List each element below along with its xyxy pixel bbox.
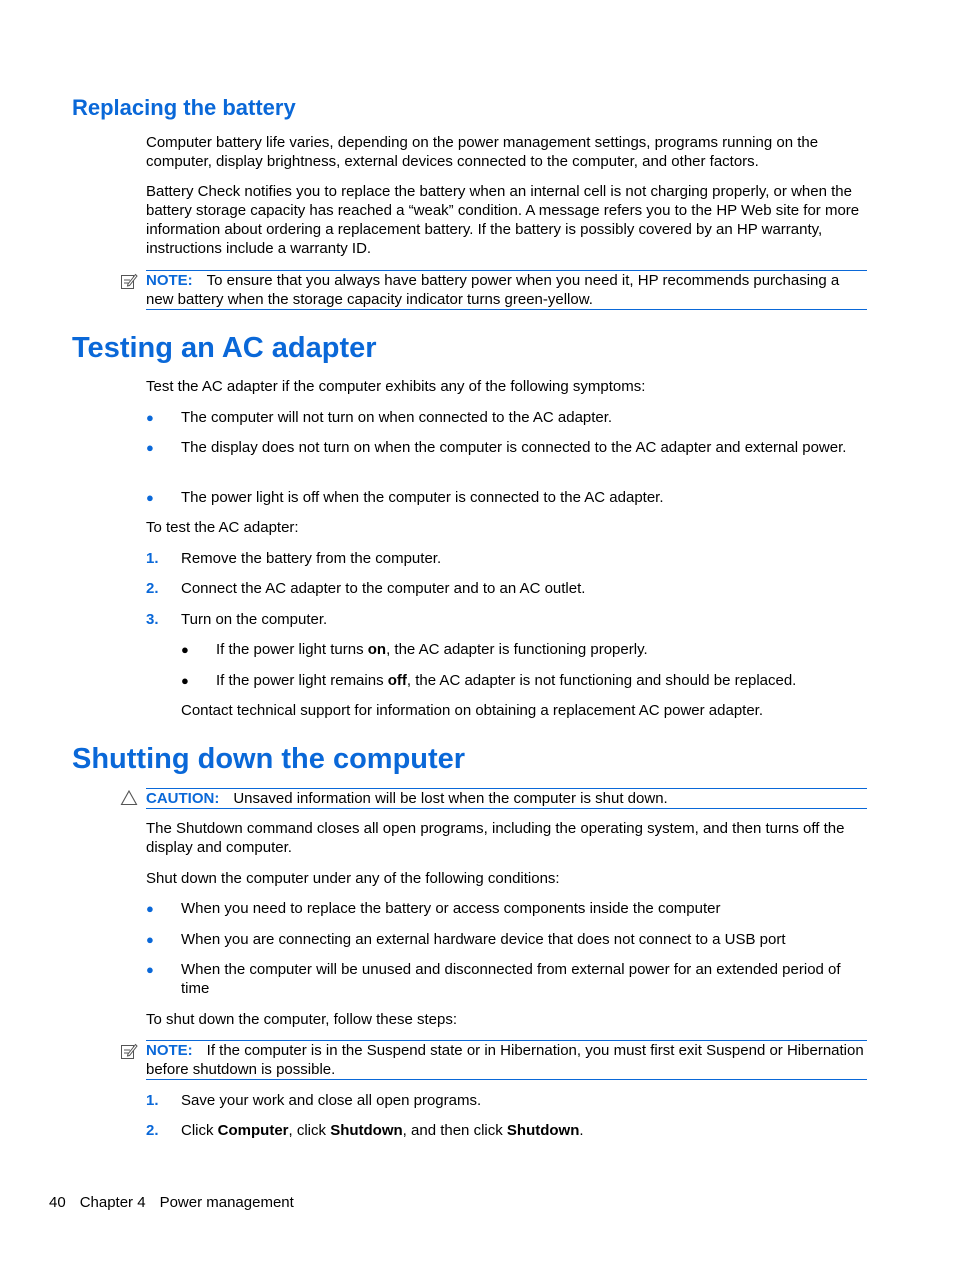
page-number: 40 [49,1194,66,1211]
step-number: 1. [146,550,159,567]
note-pencil-icon [120,272,138,290]
heading-replacing-battery: Replacing the battery [72,95,296,120]
sub-list-item-text: If the power light turns on, the AC adapter is functioning properly. [216,641,648,658]
heading-testing-ac-adapter: Testing an AC adapter [72,332,377,364]
step-text: Click Computer, click Shutdown, and then click Shutdown. [181,1122,584,1139]
bullet: ● [146,932,154,947]
bullet: ● [146,962,154,977]
paragraph: Battery Check notifies you to replace the battery when an internal cell is not charging properly, or when the battery storage capacity has reached a “weak” condition. A message refers you to the HP Web site for more information about ordering a replacement battery. If the battery is possibly covered by an HP warranty, instructions include a warranty ID. [146,183,860,257]
note-pencil-icon [120,1042,138,1060]
list-item-text: The power light is off when the computer is connected to the AC adapter. [181,489,664,506]
note-label: NOTE: [146,1042,193,1059]
caution-label: CAUTION: [146,790,220,807]
note-label: NOTE: [146,272,193,289]
bullet: ● [146,440,154,455]
paragraph: Shut down the computer under any of the following conditions: [146,870,560,887]
paragraph: To test the AC adapter: [146,519,299,536]
step-number: 2. [146,1122,159,1139]
chapter-title: Power management [159,1194,294,1211]
note-text: If the computer is in the Suspend state or in Hibernation, you must first exit Suspend or Hibernation before shutdown is possible. [146,1042,864,1078]
note-box [146,1040,867,1080]
step-number: 3. [146,611,159,628]
note-text: To ensure that you always have battery power when you need it, HP recommends purchasing a new battery when the storage capacity indicator turns green-yellow. [146,272,840,308]
paragraph: Computer battery life varies, depending on the power management settings, programs running on the computer, display brightness, external devices connected to the computer, and other factors. [146,134,819,170]
list-item-text: The computer will not turn on when connected to the AC adapter. [181,409,613,426]
bullet: ● [181,642,189,657]
bullet: ● [146,410,154,425]
caution-text: Unsaved information will be lost when the computer is shut down. [233,790,668,807]
paragraph: The Shutdown command closes all open programs, including the operating system, and then turns off the display and computer. [146,820,845,856]
step-text: Remove the battery from the computer. [181,550,442,567]
paragraph: Test the AC adapter if the computer exhibits any of the following symptoms: [146,378,646,395]
step-text: Save your work and close all open programs. [181,1092,482,1109]
caution-triangle-icon [120,789,138,807]
list-item-text: When you need to replace the battery or access components inside the computer [181,900,721,917]
bullet: ● [146,901,154,916]
list-item-text: When the computer will be unused and disconnected from external power for an extended period of time [181,961,841,997]
chapter-label: Chapter 4 [79,1194,146,1211]
paragraph: Contact technical support for information on obtaining a replacement AC power adapter. [181,702,764,719]
page-footer [49,1193,308,1212]
caution-box [146,788,867,809]
step-text: Turn on the computer. [181,611,328,628]
paragraph: To shut down the computer, follow these steps: [146,1011,458,1028]
list-item-text: The display does not turn on when the computer is connected to the AC adapter and external power. [181,439,847,456]
bullet: ● [146,490,154,505]
heading-shutting-down: Shutting down the computer [72,743,466,775]
note-box [146,270,867,310]
sub-list-item-text: If the power light remains off, the AC adapter is not functioning and should be replaced. [216,672,797,689]
step-number: 2. [146,580,159,597]
bullet: ● [181,673,189,688]
step-text: Connect the AC adapter to the computer and to an AC outlet. [181,580,586,597]
list-item-text: When you are connecting an external hardware device that does not connect to a USB port [181,931,786,948]
step-number: 1. [146,1092,159,1109]
